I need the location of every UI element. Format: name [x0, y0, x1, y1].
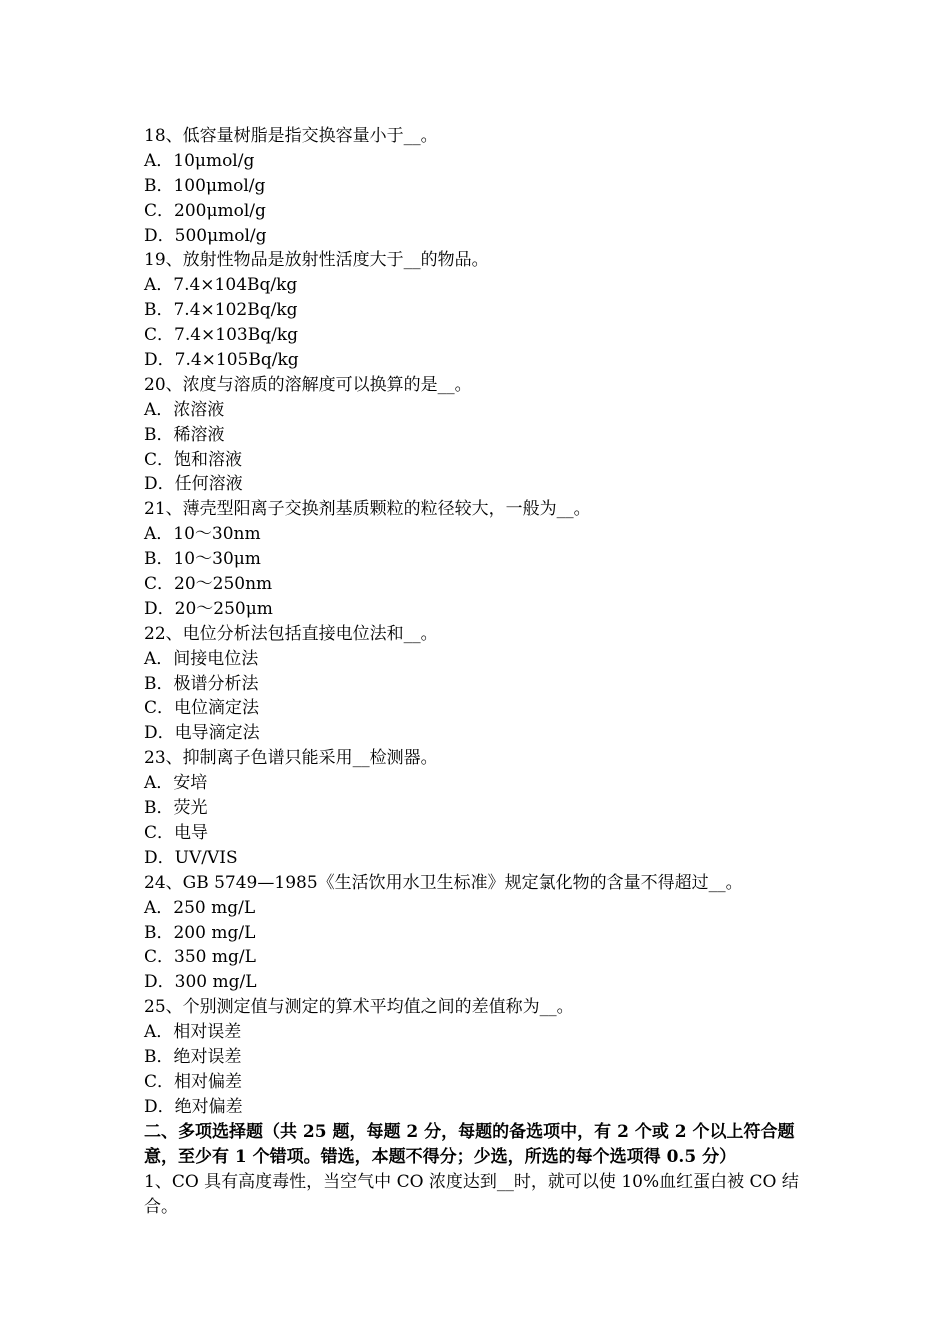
section-heading: 二、多项选择题（共 25 题，每题 2 分，每题的备选项中，有 2 个或 2 个以上符合题意，至少有 1 个错项。错选，本题不得分；少选，所选的每个选项得 0.5 分） — [144, 1121, 795, 1167]
answer-option: C．电位滴定法 — [144, 698, 260, 719]
answer-option: C．20～250nm — [144, 574, 273, 595]
answer-option: D．UV/VIS — [144, 847, 238, 868]
answer-option: A．250 mg/L — [144, 897, 256, 918]
answer-option: D．300 mg/L — [144, 972, 257, 993]
answer-option: C．电导 — [144, 822, 209, 843]
answer-option: D．7.4×105Bq/kg — [144, 350, 299, 371]
answer-option: A．相对误差 — [144, 1022, 242, 1043]
answer-option: C．7.4×103Bq/kg — [144, 325, 299, 346]
answer-option: D．电导滴定法 — [144, 723, 260, 744]
question-stem: 20、浓度与溶质的溶解度可以换算的是__。 — [144, 374, 472, 395]
answer-option: D．任何溶液 — [144, 474, 243, 495]
answer-option: B．绝对误差 — [144, 1046, 242, 1067]
question-stem: 18、低容量树脂是指交换容量小于__。 — [144, 126, 438, 146]
question-stem: 1、CO 具有高度毒性，当空气中 CO 浓度达到__时，就可以使 10%血红蛋白被 CO 结合。 — [144, 1171, 799, 1217]
answer-option: C．饱和溶液 — [144, 449, 243, 470]
answer-option: C．350 mg/L — [144, 947, 256, 968]
answer-option: A．10～30nm — [144, 524, 261, 545]
answer-option: A．间接电位法 — [144, 648, 259, 669]
answer-option: D．500μmol/g — [144, 225, 267, 246]
question-list — [144, 124, 814, 1120]
answer-option: A．安培 — [144, 773, 208, 794]
answer-option: B．200 mg/L — [144, 922, 256, 943]
answer-option: A．10μmol/g — [144, 150, 255, 171]
answer-option: B．荧光 — [144, 798, 208, 819]
question-stem: 23、抑制离子色谱只能采用__检测器。 — [144, 748, 438, 769]
question-stem: 21、薄壳型阳离子交换剂基质颗粒的粒径较大，一般为__。 — [144, 499, 591, 520]
document-page — [144, 124, 814, 1220]
question-stem: 19、放射性物品是放射性活度大于__的物品。 — [144, 250, 489, 271]
answer-option: B．7.4×102Bq/kg — [144, 300, 298, 321]
answer-option: B．100μmol/g — [144, 175, 266, 196]
answer-option: C．200μmol/g — [144, 200, 266, 221]
answer-option: A．浓溶液 — [144, 399, 225, 420]
answer-option: C．相对偏差 — [144, 1071, 243, 1092]
answer-option: D．20～250μm — [144, 598, 273, 619]
answer-option: B．稀溶液 — [144, 424, 225, 445]
answer-option: B．10～30μm — [144, 549, 261, 570]
question-stem: 25、个别测定值与测定的算术平均值之间的差值称为__。 — [144, 997, 574, 1018]
question-stem: 24、GB 5749—1985《生活饮用水卫生标准》规定氯化物的含量不得超过__。 — [144, 872, 743, 893]
answer-option: B．极谱分析法 — [144, 673, 259, 694]
question-stem: 22、电位分析法包括直接电位法和__。 — [144, 623, 438, 644]
answer-option: A．7.4×104Bq/kg — [144, 275, 298, 296]
answer-option: D．绝对偏差 — [144, 1096, 243, 1117]
